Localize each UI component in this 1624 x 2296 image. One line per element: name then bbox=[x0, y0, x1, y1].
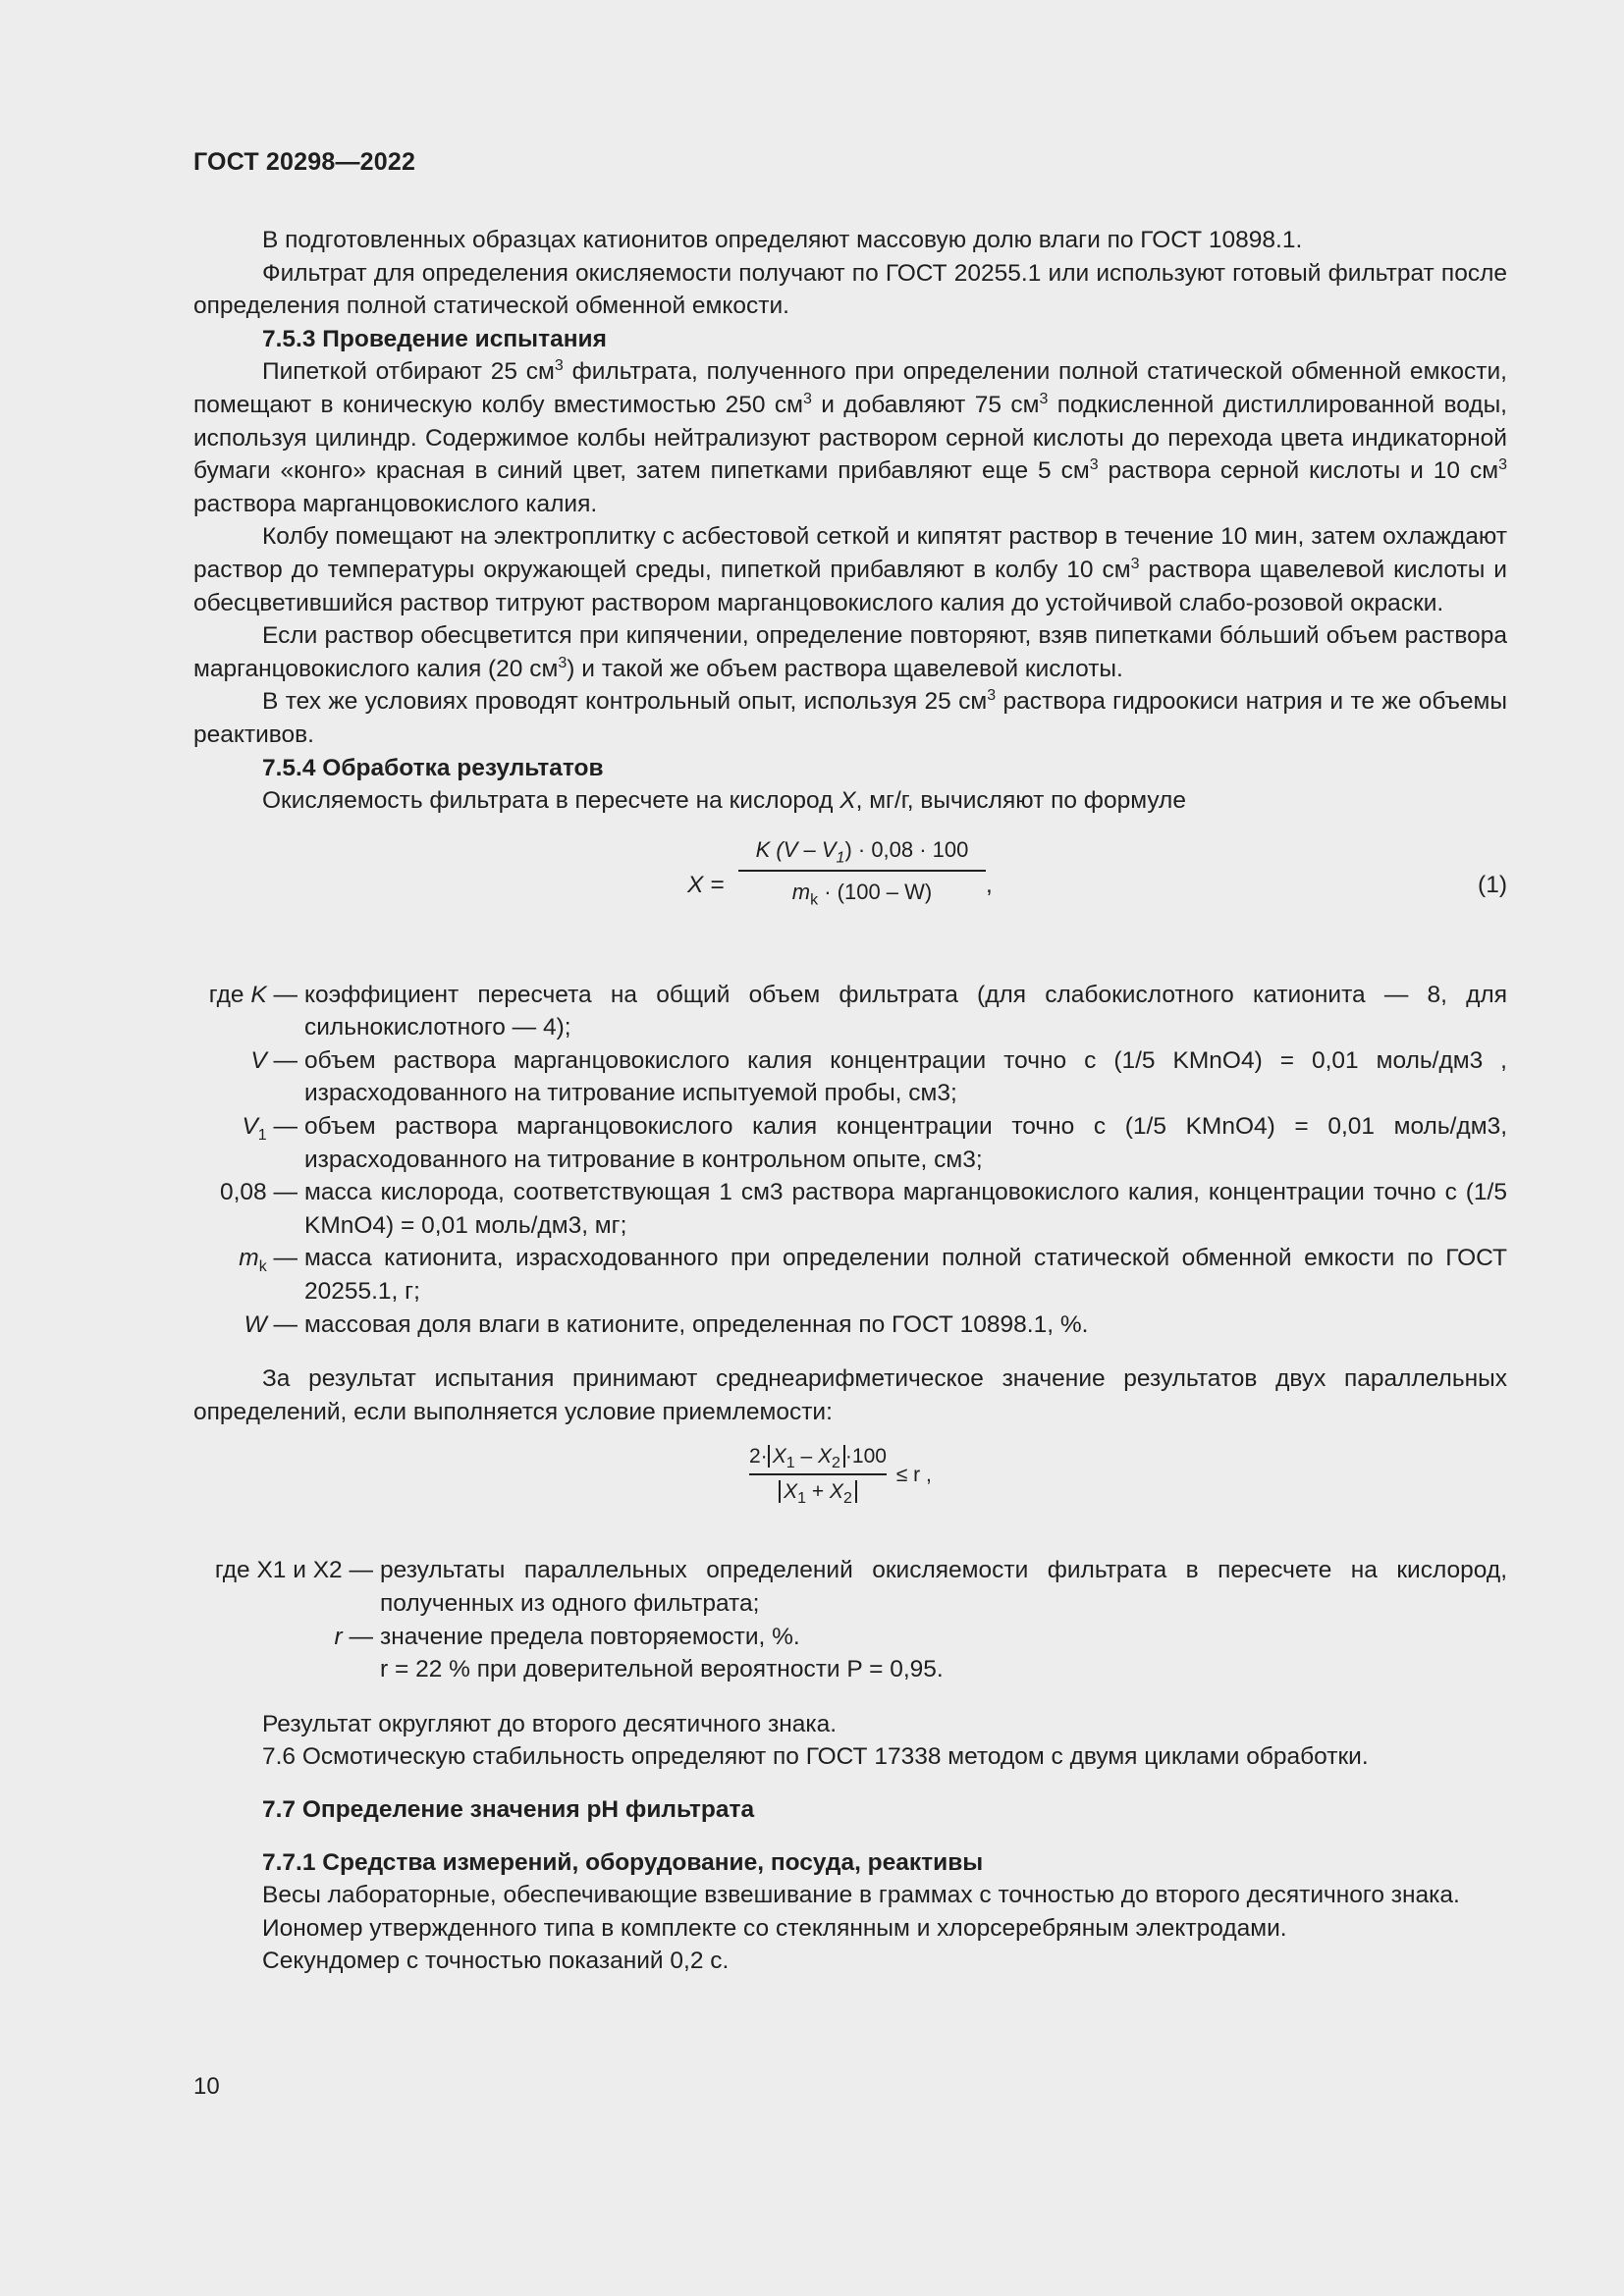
legend-row: $V_1$ — объем раствора марганцовокислого калия концентрации точно c (1/5 KMnO4) = 0,01 моль/дм3, израсходованного на титрование в контрольном опыте, см3; bbox=[242, 1113, 1507, 1173]
formula-rhs: ≤ r , bbox=[895, 1463, 932, 1486]
formula-fraction bbox=[738, 834, 986, 907]
legend-row: 0,08 — масса кислорода, соответствующая 1 см3 раствора марганцовокислого калия, концентрации точно c (1/5 KMnO4) = 0,01 моль/дм3, мг; bbox=[220, 1179, 1507, 1239]
fraction-bar bbox=[738, 870, 986, 872]
document-header: ГОСТ 20298—2022 bbox=[193, 148, 416, 176]
legend-row: $m_k$ — масса катионита, израсходованного при определении полной статической обменной емкости по ГОСТ 20255.1, г; bbox=[239, 1245, 1507, 1306]
section-heading: 7.7.1 Средства измерений, оборудование, посуда, реактивы bbox=[262, 1848, 984, 1876]
legend-row: r — значение предела повторяемости, %. bbox=[334, 1623, 800, 1650]
formula-lhs: X = bbox=[687, 871, 725, 898]
legend-row: V — объем раствора марганцовокислого калия концентрации точно c (1/5 KMnO4) = 0,01 моль/дм3 , израсходованного на титрование испытуемой пробы, см3; bbox=[250, 1046, 1507, 1107]
paragraph: Фильтрат для определения окисляемости получают по ГОСТ 20255.1 или используют готовый фильтрат после определения полной статической обменной емкости. bbox=[193, 259, 1507, 320]
section-heading: 7.5.4 Обработка результатов bbox=[262, 754, 604, 781]
paragraph: Секундомер с точностью показаний 0,2 с. bbox=[262, 1948, 730, 1975]
paragraph: За результат испытания принимают среднеарифметическое значение результатов двух параллельных определений, если выполняется условие приемлемости: bbox=[193, 1365, 1507, 1425]
formula-fraction bbox=[749, 1442, 887, 1507]
section-heading: 7.5.3 Проведение испытания bbox=[262, 325, 607, 352]
formula-denominator: $X_1 + X_2$ bbox=[749, 1477, 887, 1507]
formula-legend bbox=[193, 1554, 1507, 1685]
legend-row: где X1 и X2 — результаты параллельных определений окисляемости фильтрата в пересчете на кислород, полученных из одного фильтрата; bbox=[214, 1557, 1507, 1617]
document-body bbox=[193, 224, 1507, 1978]
fraction-bar bbox=[749, 1473, 887, 1475]
paragraph: Если раствор обесцветится при кипячении, определение повторяют, взяв пипетками бóльший объем раствора марганцовокислого калия (20 $см^3$) и такой же объем раствора щавелевой кислоты. bbox=[193, 622, 1507, 682]
page-number: 10 bbox=[193, 2073, 220, 2100]
paragraph: Окисляемость фильтрата в пересчете на кислород X, мг/г, вычисляют по формуле bbox=[262, 787, 1186, 815]
paragraph: Иономер утвержденного типа в комплекте со стеклянным и хлорсеребряным электродами. bbox=[262, 1914, 1287, 1942]
formula-number: (1) bbox=[1478, 871, 1507, 898]
formula-numerator: K $(V - V_1) \cdot 0,08 \cdot 100$ bbox=[755, 836, 969, 867]
formula-acceptability bbox=[193, 1442, 1507, 1522]
paragraph: Пипеткой отбирают 25 $см^3$ фильтрата, полученного при определении полной статической обменной емкости, помещают в коническую колбу вместимостью 250 $см^3$ и добавляют 75 $см^3$ подкисленной дистиллированной воды, используя цилиндр. Содержимое колбы нейтрализуют раствором серной кислоты до перехода цвета индикаторной бумаги «конго» красная в синий цвет, затем пипетками прибавляют еще 5 $см^3$ раствора серной кислоты и 10 $см^3$ раствора марганцовокислого калия. bbox=[193, 357, 1507, 517]
paragraph: Результат округляют до второго десятичного знака. bbox=[262, 1710, 838, 1737]
paragraph: Колбу помещают на электроплитку с асбестовой сеткой и кипятят раствор в течение 10 мин, затем охлаждают раствор до температуры окружающей среды, пипеткой прибавляют в колбу 10 $см^3$ раствора щавелевой кислоты и обесцветившийся раствор титруют раствором марганцовокислого калия до устойчивой слабо-розовой окраски. bbox=[193, 523, 1507, 616]
section-heading: 7.7 Определение значения рН фильтрата bbox=[262, 1795, 755, 1823]
paragraph: Весы лабораторные, обеспечивающие взвешивание в граммах с точностью до второго десятичного знака. bbox=[262, 1882, 1460, 1909]
formula-legend bbox=[193, 979, 1507, 1342]
paragraph: В подготовленных образцах катионитов определяют массовую долю влаги по ГОСТ 10898.1. bbox=[262, 227, 1303, 253]
legend-row: где K — коэффициент пересчета на общий объем фильтрата (для слабокислотного катионита — 8, для сильнокислотного — 4); bbox=[208, 981, 1507, 1041]
formula-denominator: $m_k \cdot (100 - W)$ bbox=[791, 879, 933, 909]
formula-oxidizability: X = K $(V - V_1) \cdot 0,08 \cdot 100$ $m_k \cdot (100 - W)$ , (1) bbox=[193, 829, 1507, 939]
legend-row: r = 22 % при доверительной вероятности P = 0,95. bbox=[380, 1656, 944, 1683]
legend-row: W — массовая доля влаги в катионите, определенная по ГОСТ 10898.1, %. bbox=[244, 1310, 1089, 1338]
paragraph: В тех же условиях проводят контрольный опыт, используя 25 $см^3$ раствора гидроокиси натрия и те же объемы реактивов. bbox=[193, 687, 1507, 748]
paragraph: 7.6 Осмотическую стабильность определяют по ГОСТ 17338 методом с двумя циклами обработки. bbox=[262, 1743, 1369, 1771]
formula-numerator: $2\cdot X_1 - X_2 \cdot 100$ bbox=[749, 1445, 887, 1472]
